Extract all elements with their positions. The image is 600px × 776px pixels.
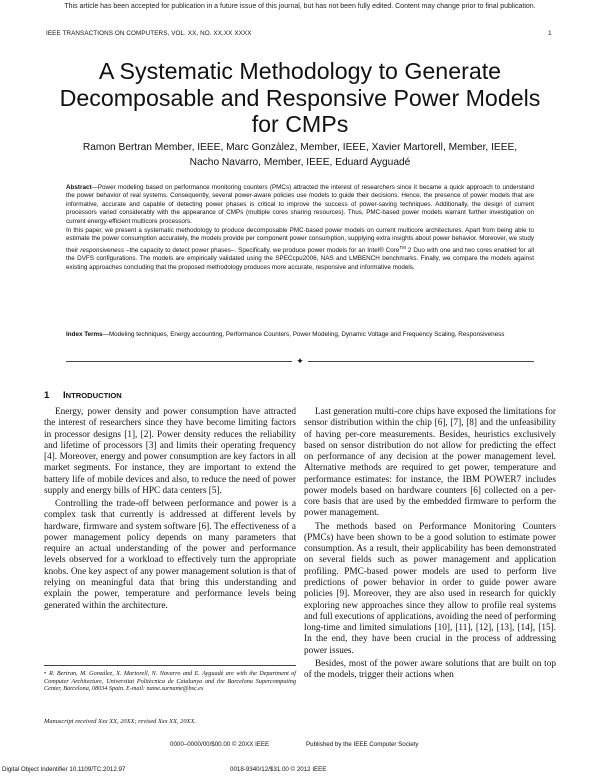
publisher-line: Published by the IEEE Computer Society — [306, 741, 419, 748]
author-line: Ramon Bertran Member, IEEE, Marc Gonzàlez, Member, IEEE, Xavier Martorell, Member, IEEE, — [82, 142, 518, 153]
section-number: 1 — [44, 390, 50, 401]
copyright-line: 0000–0000/00/$00.00 © 20XX IEEE — [170, 741, 270, 748]
abstract-text: Power modeling based on performance monitoring counters (PMCs) attracted the interest of researchers since it became a quick approach to understand the power behavior of real systems. Consequently, several power-aware policies use models to guide their decisions. Hence, the presence of power models that are informative, accurate and capable of detecting power phases is critical to improve the success of power-saving techniques. Additionally, the design of current processors varied considerably with the appearance of CMPs (multiple cores sharing resources). Thus, PMC-based power models warrant further investigation on current energy-efficient multicore processors. — [66, 184, 534, 225]
title-line: A Systematic Methodology to Generate — [98, 58, 502, 84]
abstract-text: 2 Duo with one and two cores enabled for all the DVFS configurations. The models are empirically validated using the SPECcpu2006, NAS and LMBENCH benchmarks. Finally, we compare the models against existing approaches concluding that the proposed methodology produces more accurate, responsive and informative models. — [66, 246, 535, 271]
section-heading — [44, 390, 122, 401]
footnote-text: R. Bertran, M. González, X. Martorell, N. Navarro and E. Ayguadé are with the Department of Computer Architecture, Universitat Politècnica de Catalunya and the Barcelona Supercomputing Center, Barcelona, 08034 Spain. E-mail: name.surname@bsc.es — [44, 670, 296, 693]
divider-rule — [66, 361, 292, 362]
title-line: Decomposable and Responsive Power Models — [59, 84, 541, 111]
abstract-paragraph — [66, 227, 534, 272]
footnote-rule — [44, 665, 296, 666]
trademark-superscript: TM — [399, 244, 406, 250]
abstract — [66, 184, 534, 272]
section-title-rest: NTRODUCTION — [65, 391, 122, 400]
affiliation-footnote — [44, 670, 296, 693]
abstract-emphasis: responsiveness — [80, 246, 124, 254]
footnote-bullet: • — [44, 670, 47, 677]
index-terms-text: Modeling techniques, Energy accounting, Performance Counters, Power Modeling, Dynamic Voltage and Frequency Scaling, Responsiveness — [108, 331, 505, 338]
body-paragraph: Besides, most of the power aware solutions that are built on top of the models, trigger their actions when — [304, 658, 556, 681]
abstract-text: In this paper, we present a systematic methodology to produce decomposable PMC-based power models on current multicore architectures. Apart from being able to estimate the power consumption accurately, the models provide per component power consumption, supplying extra insights about power behavior. Moreover, we study their — [66, 227, 534, 254]
index-terms: Index Terms—Modeling techniques, Energy accounting, Performance Counters, Power Modeling, Dynamic Voltage and Frequency Scaling, Responsiveness — [66, 331, 505, 338]
index-terms-label: Index Terms — [66, 331, 103, 338]
body-column-left — [44, 407, 296, 612]
divider-rule — [308, 361, 534, 362]
body-paragraph: The methods based on Performance Monitoring Counters (PMCs) have been shown to be a good solution to estimate power consumption. As a result, their applicability has been demonstrated on several fields such as power management and application profiling. PMC-based power models are used to perform live predictions of power behavior in order to guide power aware policies [9]. Moreover, they are also used in research for quickly exploring new approaches since they allow to profile real systems and full executions of applications, avoiding the need of performing long-time and limited simulations [10], [11], [12], [13], [14], [15]. In the end, they have been crucial in the process of addressing power issues. — [304, 521, 556, 656]
body-paragraph: Controlling the trade-off between performance and power is a complex task that currently is addressed at different levels by hardware, firmware and system software [6]. The effectiveness of a power management policy depends on many parameters that require an actual understanding of the power and performance levels observed for a workload to effectively turn the appropriate knobs. One key aspect of any power management solution is that of relying on meaningful data that bring this understanding and explain the power, temperature and performance levels being generated within the architecture. — [44, 499, 296, 611]
prepublication-notice: This article has been accepted for publication in a future issue of this journal, but has not been fully edited. Content may change prior to final publication. — [64, 3, 536, 10]
title-line: for CMPs — [251, 111, 349, 137]
body-paragraph: Last generation multi-core chips have exposed the limitations for sensor distribution within the chip [6], [7], [8] and the unfeasibility of having per-core measurements. Besides, heuristics exclusively based on sensor distribution do not allow for predicting the effect on performance of any decision at the power management level. Alternative methods are required to get power, temperature and performance estimates: for instance, the IBM POWER7 includes power models based on hardware counters [6] collected on a per-core basis that are used by the embedded firmware to perform the power management. — [304, 407, 556, 519]
page-number: 1 — [548, 30, 552, 37]
author-list — [40, 141, 560, 170]
manuscript-dates: Manuscript received Xxx XX, 20XX; revised Xxx XX, 20XX. — [44, 718, 196, 725]
diamond-ornament-icon: ✦ — [296, 355, 304, 366]
section-title-initial: I — [63, 390, 66, 401]
abstract-label: Abstract — [66, 184, 92, 191]
doi-line: Digital Object Indentifier 10.1109/TC.2012.97 — [2, 766, 126, 773]
issn-line: 0018-9340/12/$31.00 © 2012 IEEE — [230, 766, 327, 773]
abstract-paragraph: Abstract—Power modeling based on performance monitoring counters (PMCs) attracted the interest of researchers since it became a quick approach to understand the power behavior of real systems. Consequently, several power-aware policies use models to guide their decisions. Hence, the presence of power models that are informative, accurate and capable of detecting power phases is critical to improve the success of power-saving techniques. Additionally, the design of current processors varied considerably with the appearance of CMPs (multiple cores sharing resources). Thus, PMC-based power models warrant further investigation on current energy-efficient multicore processors. — [66, 184, 534, 225]
author-line: Nacho Navarro, Member, IEEE, Eduard Ayguadé — [189, 156, 411, 168]
running-header-journal: IEEE TRANSACTIONS ON COMPUTERS, VOL. XX, NO. XX,XX XXXX — [46, 30, 252, 37]
body-column-right — [304, 407, 556, 681]
body-paragraph: Energy, power density and power consumption have attracted the interest of researchers since they have become limiting factors in processor designs [1], [2]. Power density reduces the reliability and lifetime of processors [3] and limits their operating frequency [4]. Moreover, energy and power consumption are key factors in all market segments. For instance, they are important to extend the battery life of mobile devices and also, to reduce the need of power supply and energy bills of HPC data centers [5]. — [44, 407, 296, 496]
paper-title — [40, 58, 560, 138]
abstract-text: –the capacity to detect power phases–. Specifically, we produce power models for an Intel® Core — [123, 246, 400, 254]
